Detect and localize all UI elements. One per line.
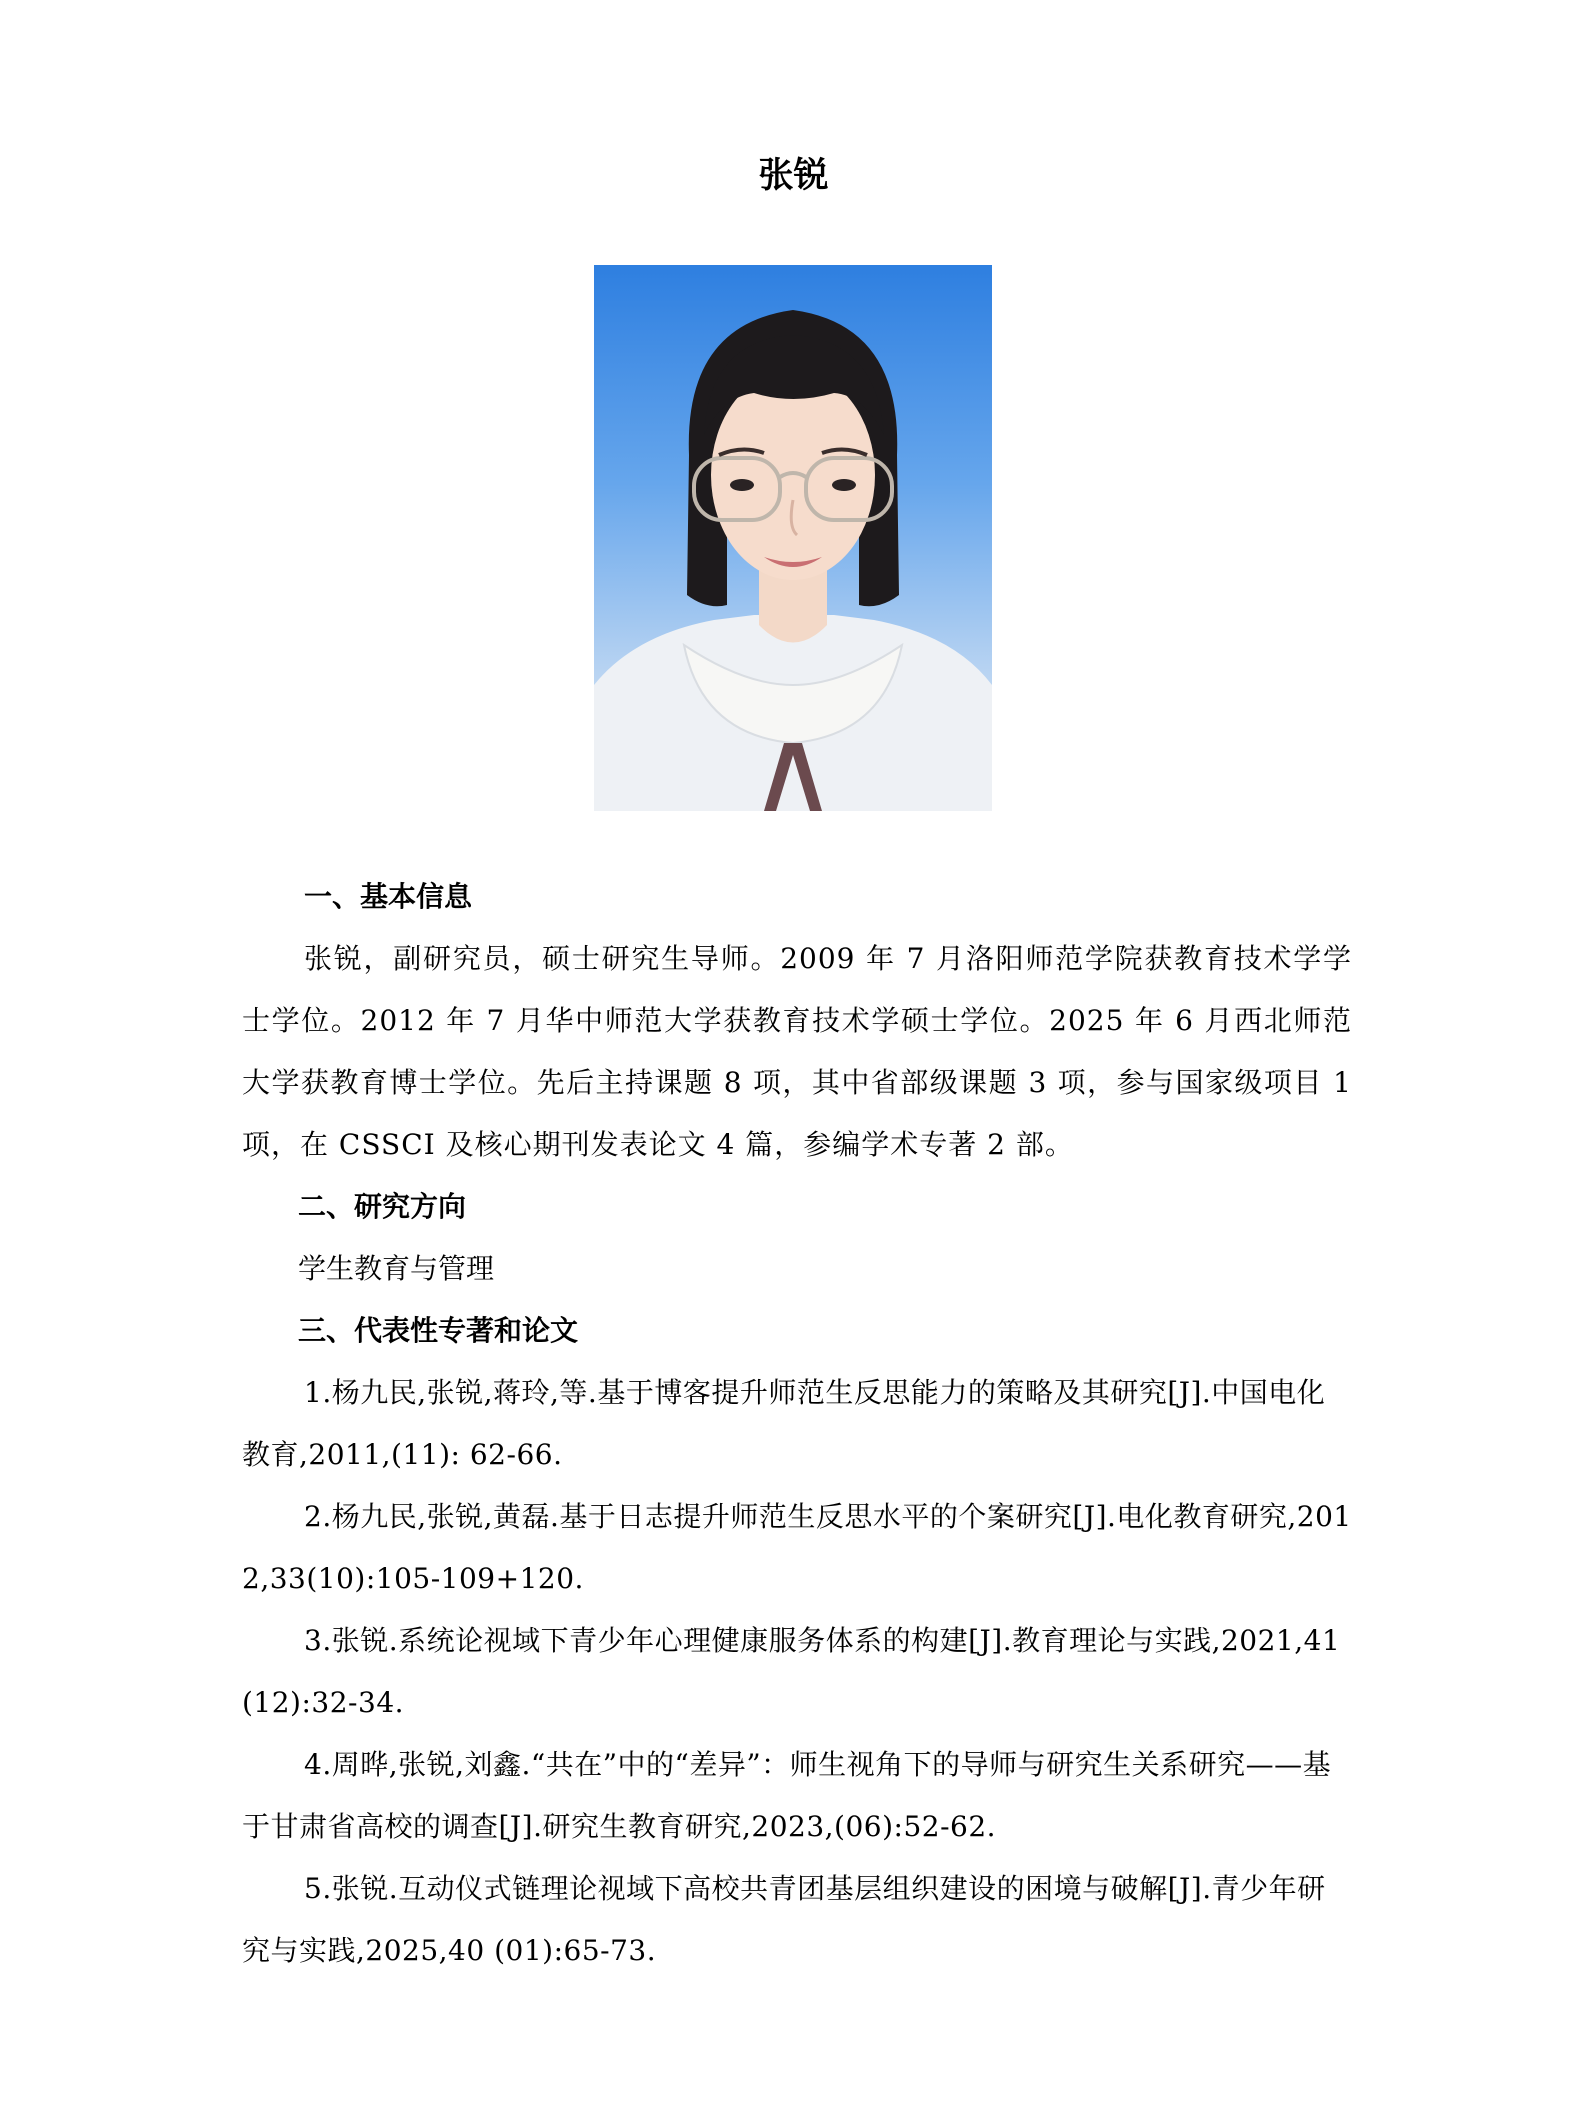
publications-heading: 三、代表性专著和论文 <box>298 1314 579 1347</box>
profile-content <box>242 866 1352 1982</box>
publication-item: 3.张锐.系统论视域下青少年心理健康服务体系的构建[J].教育理论与实践,2021,41(12):32-34. <box>242 1624 1341 1719</box>
publication-item: 2.杨九民,张锐,黄磊.基于日志提升师范生反思水平的个案研究[J].电化教育研究,2012,33(10):105-109+120. <box>242 1500 1352 1595</box>
research-direction-heading: 二、研究方向 <box>298 1190 467 1223</box>
portrait-photo <box>594 265 992 811</box>
research-direction-text: 学生教育与管理 <box>298 1252 495 1285</box>
publication-item: 5.张锐.互动仪式链理论视域下高校共青团基层组织建设的困境与破解[J].青少年研究与实践,2025,40 (01):65-73. <box>242 1872 1326 1967</box>
publication-item: 4.周晔,张锐,刘鑫.“共在”中的“差异”：师生视角下的导师与研究生关系研究——基于甘肃省高校的调查[J].研究生教育研究,2023,(06):52-62. <box>242 1748 1332 1843</box>
basic-info-text: 张锐，副研究员，硕士研究生导师。2009 年 7 月洛阳师范学院获教育技术学学士学位。2012 年 7 月华中师范大学获教育技术学硕士学位。2025 年 6 月西北师范大学获教育博士学位。先后主持课题 8 项，其中省部级课题 3 项，参与国家级项目 1 项，在 CSSCI 及核心期刊发表论文 4 篇，参编学术专著 2 部。 <box>242 942 1352 1161</box>
basic-info-heading: 一、基本信息 <box>304 880 473 913</box>
page-title: 张锐 <box>758 156 829 196</box>
publication-item: 1.杨九民,张锐,蒋玲,等.基于博客提升师范生反思能力的策略及其研究[J].中国电化教育,2011,(11): 62-66. <box>242 1376 1326 1471</box>
